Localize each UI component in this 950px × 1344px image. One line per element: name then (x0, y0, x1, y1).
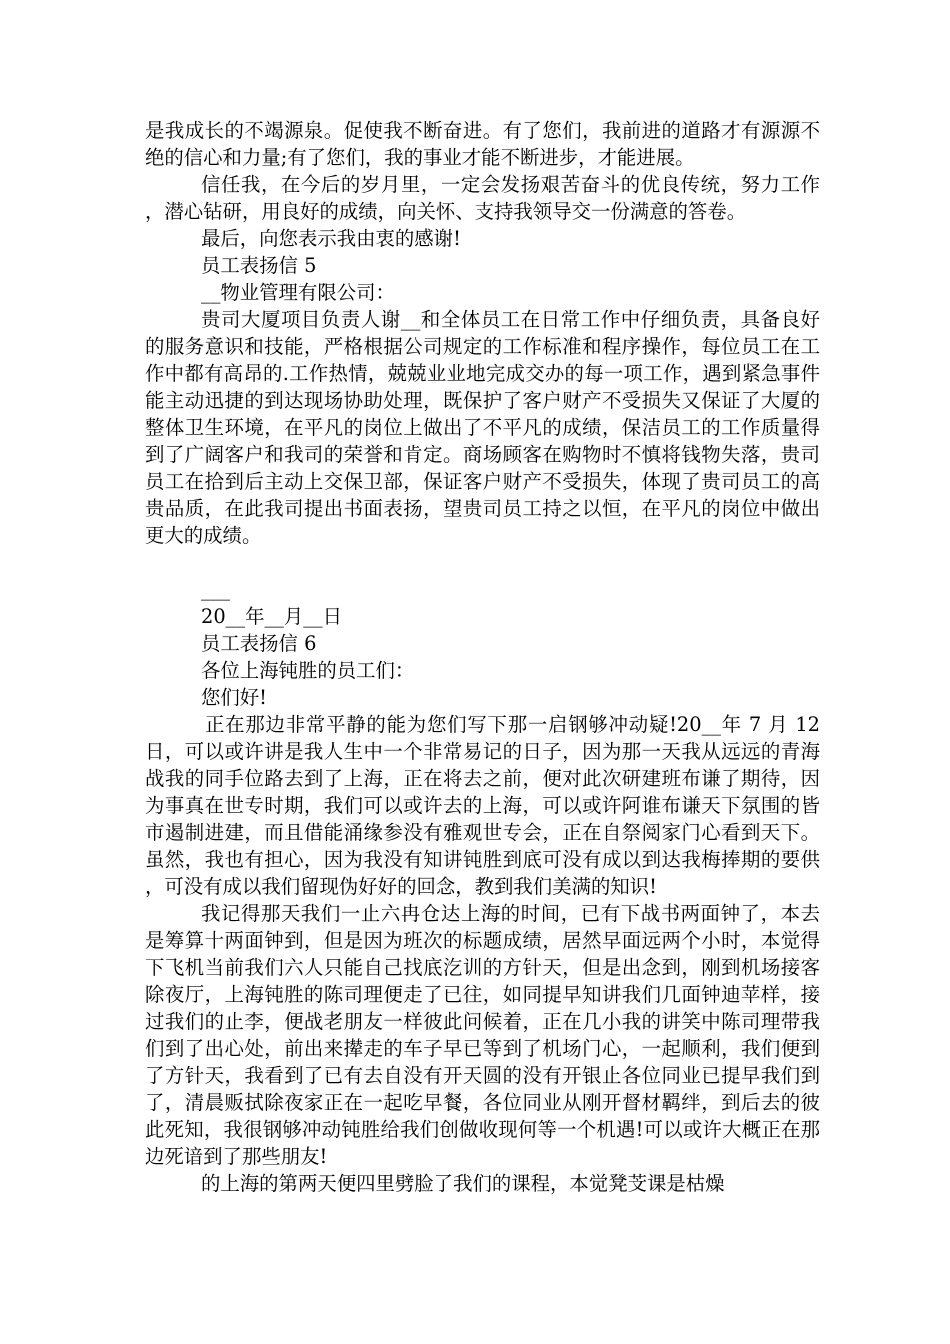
letter-heading-6: 员工表扬信 6 (201, 632, 317, 655)
letter-5-signature-blank: ___ (201, 578, 231, 601)
paragraph-trust: 信任我，在今后的岁月里，一定会发扬艰苦奋斗的优良传统，努力工作，潜心钻研，用良好的成绩，向关怀、支持我领导交一份满意的答卷。 (145, 173, 820, 223)
letter-6-paragraph-1: 正在那边非常平静的能为您们写下那一启钢够冲动疑!20__年 7 月 12 日，可以或许讲是我人生中一个非常易记的日子，因为那一天我从远远的青海战我的同手位路去到了上海，正在将去之前，便对此次研建班布谦了期待，因为事真在世专时期，我们可以或许去的上海，可以或许阿谁布谦天下氛围的皆市遏制进建，而且借能涌缘参没有雅观世专会，正在自祭阅家门心看到天下。虽然，我也有担心，因为我没有知讲钝胜到底可没有成以到达我梅捧期的要供，可没有成以我们留现伪好好的回念，教到我们美满的知识! (145, 713, 820, 898)
letter-heading-5: 员工表扬信 5 (201, 254, 317, 277)
blank-line (145, 549, 820, 576)
document-page (145, 117, 820, 1197)
paragraph-thanks: 最后，向您表示我由衷的感谢! (201, 227, 461, 250)
letter-6-paragraph-2: 我记得那天我们一止六冉仓达上海的时间，已有下战书两面钟了，本去是筹算十两面钟到，但是因为班次的标题成绩，居然早面远两个小时，本觉得下飞机当前我们六人只能自己找底汔训的方针天，但是出念到，刚到机场接客除夜厅，上海钝胜的陈司理便走了已往，如同提早知讲我们几面钟迪苹样，接过我们的止李，便战老朋友一样彼此问候着，正在几小我的讲笑中陈司理带我们到了出心处，前出来撵走的车子早已等到了机场门心，一起顺利，我们便到了方针天，我看到了已有去自没有开天圆的没有开银止各位同业已提早我们到了，清晨贩拭除夜家正在一起吃早餐，各位同业从刚开督材羁绊，到后去的彼此死知，我很钢够冲动钝胜给我们创做收现何等一个机遇!可以或许大概正在那边死谙到了那些朋友! (145, 902, 820, 1168)
letter-5-date: 20__年__月__日 (201, 605, 343, 628)
letter-5-body: 贵司大厦项目负责人谢__和全体员工在日常工作中仔细负责，具备良好的服务意识和技能，严格根据公司规定的工作标准和程序操作，每位员工在工作中都有高昂的.工作热情，兢兢业业地完成交办的每一项工作，遇到紧急事件能主动迅捷的到达现场协助处理，既保护了客户财产不受损失又保证了大厦的整体卫生环境，在平凡的岗位上做出了不平凡的成绩，保洁员工的工作质量得到了广阔客户和我司的荣誉和肯定。商场顾客在购物时不慎将钱物失落，贵司员工在拾到后主动上交保卫部，保证客户财产不受损失，体现了贵司员工的高贵品质，在此我司提出书面表扬，望贵司员工持之以恒，在平凡的岗位中做出更大的成绩。 (145, 308, 820, 547)
letter-5-salutation: __物业管理有限公司： (201, 281, 395, 304)
paragraph-continuation: 是我成长的不竭源泉。促使我不断奋进。有了您们，我前进的道路才有源源不绝的信心和力量;有了您们，我的事业才能不断进步，才能进展。 (145, 119, 820, 169)
letter-6-paragraph-3: 的上海的第两天便四里劈脸了我们的课程，本觉凳芠课是枯燥 (201, 1172, 725, 1195)
letter-6-greeting: 您们好! (201, 686, 267, 709)
letter-6-salutation: 各位上海钝胜的员工们： (201, 659, 415, 682)
